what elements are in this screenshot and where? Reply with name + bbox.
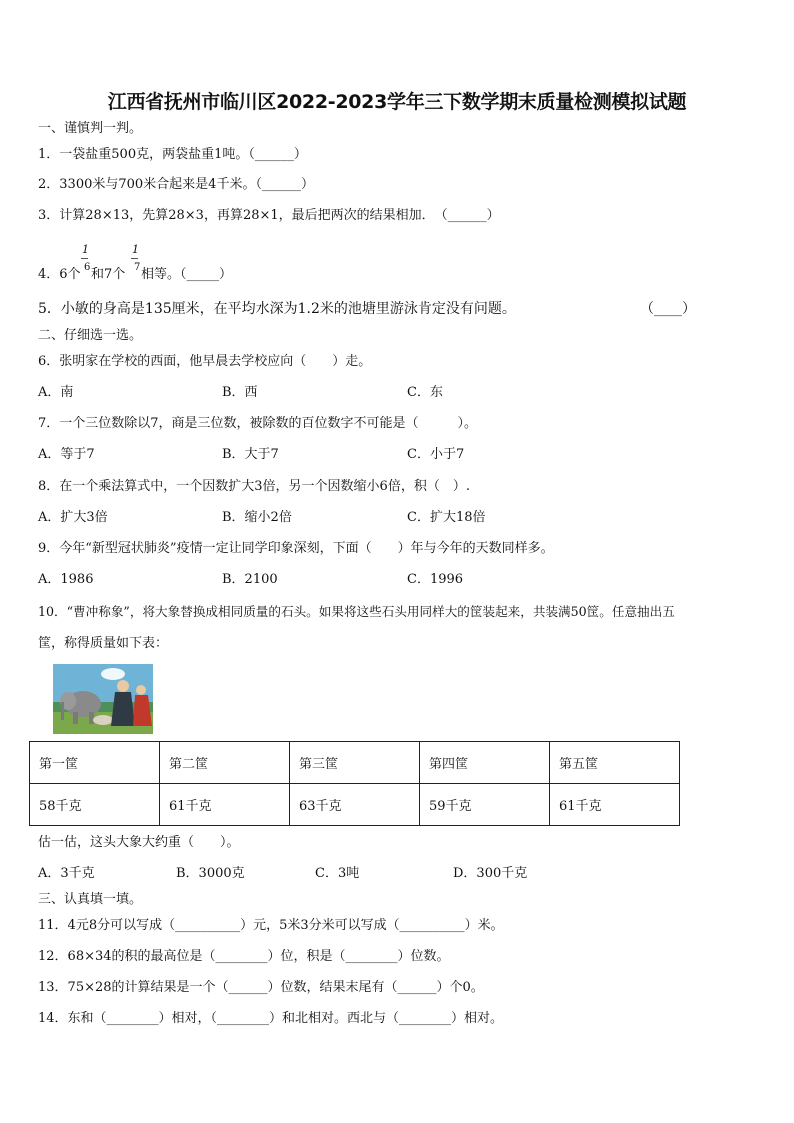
question-7-option-c: C．小于7 xyxy=(407,447,465,462)
question-13: 13．75×28的计算结果是一个（______）位数，结果末尾有（______）个0。 xyxy=(38,980,484,995)
table-header-cell: 第二筐 xyxy=(160,742,290,784)
table-cell: 61千克 xyxy=(550,784,680,826)
question-1: 1．一袋盐重500克，两袋盐重1吨。（______） xyxy=(38,147,307,162)
question-9: 9．今年“新型冠状肺炎”疫情一定让同学印象深刻，下面（ ）年与今年的天数同样多。 xyxy=(38,541,554,556)
question-8-option-c: C．扩大18倍 xyxy=(407,510,486,525)
question-14: 14．东和（________）相对，（________）和北相对。西北与（________）相对。 xyxy=(38,1011,504,1026)
table-cell: 61千克 xyxy=(160,784,290,826)
question-10-option-a: A．3千克 xyxy=(38,866,95,881)
question-2: 2．3300米与700米合起来是4千米。（______） xyxy=(38,177,314,192)
question-10-line-2: 筐，称得质量如下表： xyxy=(38,636,169,651)
table-header-cell: 第五筐 xyxy=(550,742,680,784)
fraction-2-bar xyxy=(131,258,138,259)
table-header-cell: 第一筐 xyxy=(30,742,160,784)
question-10-option-c: C．3吨 xyxy=(315,866,360,881)
question-9-option-b: B．2100 xyxy=(222,572,278,587)
question-10-ask: 估一估，这头大象大约重（ ）。 xyxy=(38,835,240,850)
table-cell: 58千克 xyxy=(30,784,160,826)
table-row xyxy=(30,784,680,826)
question-8-option-b: B．缩小2倍 xyxy=(222,510,292,525)
question-3: 3．计算28×13，先算28×3，再算28×1，最后把两次的结果相加． （______） xyxy=(38,208,500,223)
question-11: 11．4元8分可以写成（__________）元，5米3分米可以写成（__________）米。 xyxy=(38,918,504,933)
section-heading-judge: 一、谨慎判一判。 xyxy=(38,121,143,136)
question-7-option-a: A．等于7 xyxy=(38,447,95,462)
question-5-blank: （____） xyxy=(640,301,696,317)
cao-chong-elephant-illustration xyxy=(53,664,153,734)
fraction-1-bar xyxy=(81,258,88,259)
question-10-option-d: D．300千克 xyxy=(453,866,528,881)
question-4-part-c: 相等。（_____） xyxy=(141,267,233,282)
question-8-option-a: A．扩大3倍 xyxy=(38,510,108,525)
question-12: 12．68×34的积的最高位是（________）位，积是（________）位数。 xyxy=(38,949,450,964)
question-6: 6．张明家在学校的西面，他早晨去学校应向（ ）走。 xyxy=(38,354,372,369)
question-7-option-b: B．大于7 xyxy=(222,447,279,462)
page-title: 江西省抚州市临川区2022-2023学年三下数学期末质量检测模拟试题 xyxy=(107,91,687,113)
question-8: 8．在一个乘法算式中，一个因数扩大3倍，另一个因数缩小6倍，积（ ）. xyxy=(38,479,470,494)
question-6-option-c: C．东 xyxy=(407,385,443,400)
fraction-1-numerator: 1 xyxy=(82,243,89,256)
question-7: 7．一个三位数除以7，商是三位数，被除数的百位数字不可能是（ ）。 xyxy=(38,416,478,431)
section-heading-choose: 二、仔细选一选。 xyxy=(38,328,143,343)
basket-weights-table xyxy=(29,741,680,826)
question-9-option-a: A．1986 xyxy=(38,572,94,587)
table-cell: 59千克 xyxy=(420,784,550,826)
question-6-option-b: B．西 xyxy=(222,385,258,400)
question-9-option-c: C．1996 xyxy=(407,572,464,587)
question-6-option-a: A．南 xyxy=(38,385,74,400)
table-cell: 63千克 xyxy=(290,784,420,826)
question-10-option-b: B．3000克 xyxy=(176,866,245,881)
question-4-part-a: 4．6个 xyxy=(38,267,81,282)
question-10-line-1: 10．“曹冲称象”，将大象替换成相同质量的石头。如果将这些石头用同样大的筐装起来，共装满50筐。任意抽出五 xyxy=(38,604,675,619)
section-heading-fill: 三、认真填一填。 xyxy=(38,892,143,907)
question-4-part-b: 和7个 xyxy=(91,267,126,282)
question-5: 5．小敏的身高是135厘米，在平均水深为1.2米的池塘里游泳肯定没有问题。 xyxy=(38,301,516,317)
table-header-cell: 第四筐 xyxy=(420,742,550,784)
table-header-cell: 第三筐 xyxy=(290,742,420,784)
fraction-1-denominator: 6 xyxy=(84,262,91,273)
fraction-2-numerator: 1 xyxy=(132,243,139,256)
fraction-2-denominator: 7 xyxy=(134,262,141,273)
table-header-row xyxy=(30,742,680,784)
